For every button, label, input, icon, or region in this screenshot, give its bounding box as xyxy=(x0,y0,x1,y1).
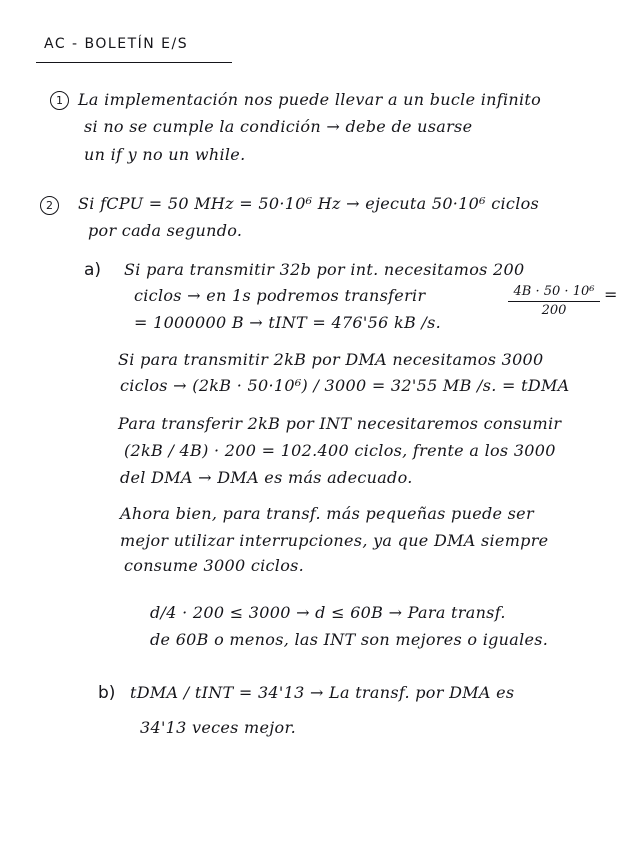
fraction-denominator: 200 xyxy=(541,303,567,318)
page-title: AC - BOLETÍN E/S xyxy=(44,36,189,52)
a-block4-line-1: Ahora bien, para transf. más pequeñas puede ser xyxy=(120,504,534,523)
part-b-label: b) xyxy=(98,683,116,703)
a-block2-line-1: Si para transmitir 2kB por DMA necesitamos 3000 xyxy=(118,350,544,369)
a-block1-line-2: ciclos → en 1s podremos transferir xyxy=(134,286,426,305)
a-block1-line-1: Si para transmitir 32b por int. necesitamos 200 xyxy=(124,260,525,279)
a-block3-line-1: Para transferir 2kB por INT necesitaremos consumir xyxy=(118,414,562,433)
b-line-2: 34'13 veces mejor. xyxy=(140,718,297,737)
a-block1-line-3: = 1000000 B → tINT = 476'56 kB /s. xyxy=(134,313,441,332)
a-block5-line-2: de 60B o menos, las INT son mejores o iguales. xyxy=(150,630,549,649)
q1-line-2: si no se cumple la condición → debe de usarse xyxy=(84,117,473,136)
question-1-number: 1 xyxy=(50,91,69,110)
a-block5-line-1: d/4 · 200 ≤ 3000 → d ≤ 60B → Para transf. xyxy=(150,603,506,622)
q1-line-3: un if y no un while. xyxy=(84,145,246,164)
a-block3-line-3: del DMA → DMA es más adecuado. xyxy=(120,468,413,487)
fraction-equals: = xyxy=(604,285,618,304)
fraction-numerator: 4B · 50 · 10⁶ xyxy=(508,284,600,302)
a-block3-line-2: (2kB / 4B) · 200 = 102.400 ciclos, frente a los 3000 xyxy=(124,441,556,460)
b-line-1: tDMA / tINT = 34'13 → La transf. por DMA es xyxy=(130,683,515,702)
a-block2-line-2: ciclos → (2kB · 50·10⁶) / 3000 = 32'55 MB /s. = tDMA xyxy=(120,376,570,395)
q2-intro-line-1: Si fCPU = 50 MHz = 50·10⁶ Hz → ejecuta 50·10⁶ ciclos xyxy=(78,194,540,213)
q1-line-1: La implementación nos puede llevar a un bucle infinito xyxy=(78,90,542,109)
transfer-fraction xyxy=(508,284,600,319)
a-block4-line-2: mejor utilizar interrupciones, ya que DMA siempre xyxy=(120,531,549,550)
a-block4-line-3: consume 3000 ciclos. xyxy=(124,556,305,575)
part-a-label: a) xyxy=(84,260,102,280)
title-underline xyxy=(36,62,232,63)
q2-intro-line-2: por cada segundo. xyxy=(88,221,243,240)
question-2-number: 2 xyxy=(40,196,59,215)
